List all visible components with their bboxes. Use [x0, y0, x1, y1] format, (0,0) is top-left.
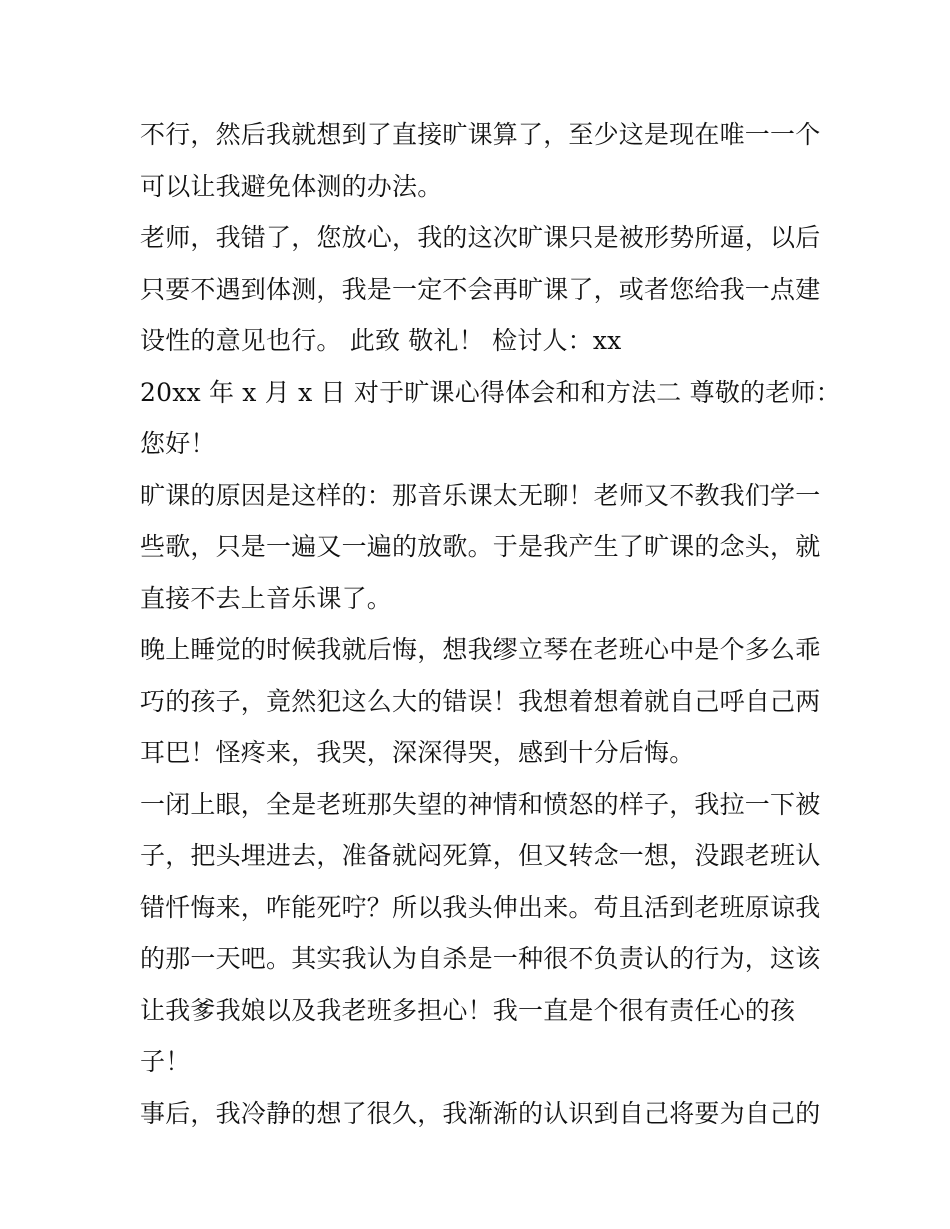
- text-line: 只要不遇到体测，我是一定不会再旷课了，或者您给我一点建: [140, 274, 821, 304]
- text-line: 设性的意见也行。 此致 敬礼！ 检讨人：xx: [140, 326, 622, 355]
- text-line: 晚上睡觉的时候我就后悔，想我缪立琴在老班心中是个多么乖: [140, 635, 821, 664]
- text-line: 让我爹我娘以及我老班多担心！我一直是个很有责任心的孩: [140, 995, 796, 1025]
- text-line: 些歌，只是一遍又一遍的放歌。于是我产生了旷课的念头，就: [140, 532, 821, 561]
- text-line: 巧的孩子，竟然犯这么大的错误！我想着想着就自己呼自己两: [140, 686, 821, 716]
- text-line: 子，把头埋进去，准备就闷死算，但又转念一想，没跟老班认: [140, 841, 821, 870]
- text-line: 子！: [140, 1047, 191, 1076]
- text-line: 可以让我避免体测的办法。: [140, 171, 443, 201]
- text-line: 直接不去上音乐课了。: [140, 583, 393, 613]
- text-line: 耳巴！怪疼来，我哭，深深得哭，感到十分后悔。: [140, 738, 695, 767]
- text-line: 的那一天吧。其实我认为自杀是一种很不负责认的行为，这该: [140, 944, 821, 973]
- text-line: 20xx 年 x 月 x 日 对于旷课心得体会和和方法二 尊敬的老师：: [140, 377, 841, 407]
- text-line: 老师，我错了，您放心，我的这次旷课只是被形势所逼，以后: [140, 223, 821, 252]
- text-line: 错忏悔来，咋能死咛？所以我头伸出来。苟且活到老班原谅我: [140, 892, 821, 922]
- text-line: 您好！: [140, 429, 216, 458]
- document-body: [140, 109, 841, 1139]
- text-line: 不行，然后我就想到了直接旷课算了，至少这是现在唯一一个: [140, 120, 821, 149]
- text-line: 旷课的原因是这样的：那音乐课太无聊！老师又不教我们学一: [140, 480, 821, 510]
- text-line: 一闭上眼，全是老班那失望的神情和愤怒的样子，我拉一下被: [140, 789, 821, 819]
- text-line: 事后，我冷静的想了很久，我渐渐的认识到自己将要为自己的: [140, 1098, 821, 1128]
